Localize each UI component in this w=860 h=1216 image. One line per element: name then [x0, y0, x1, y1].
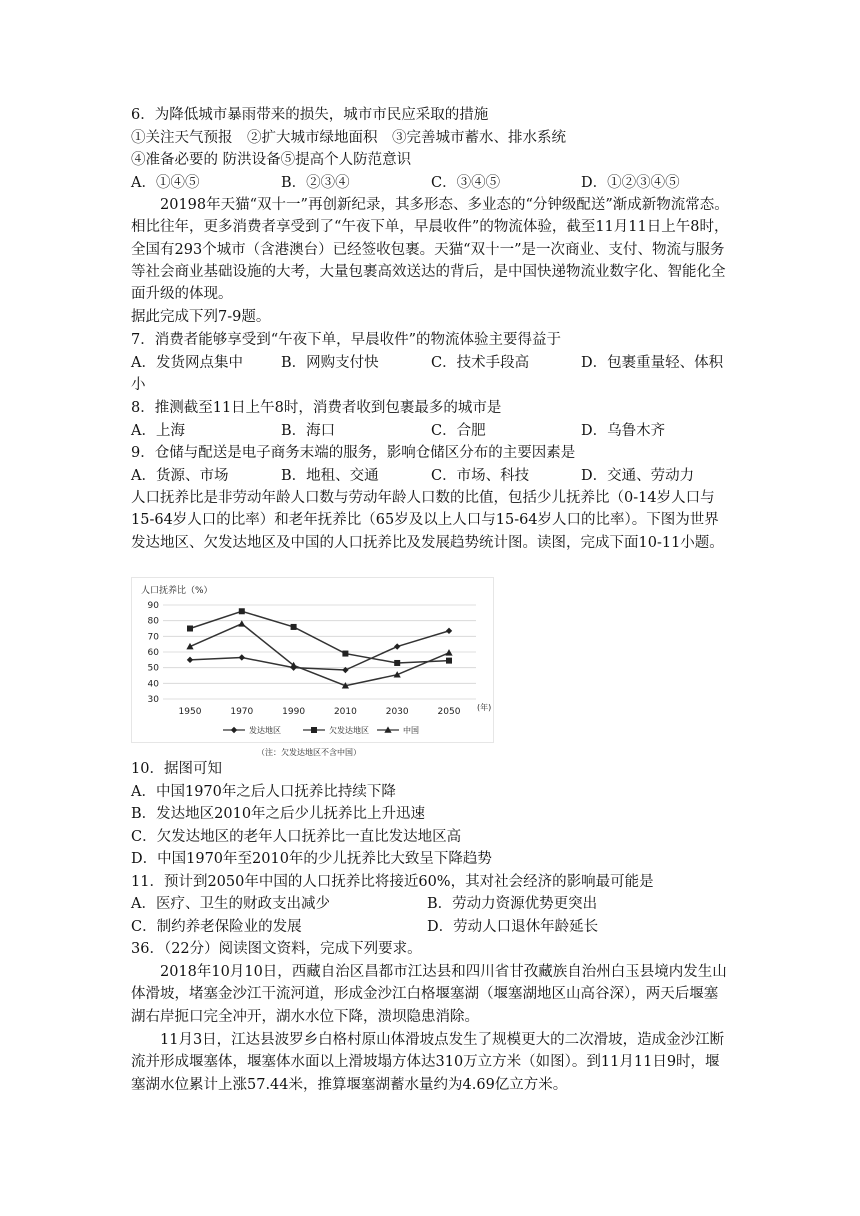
q8-option-c: C．合肥: [431, 423, 486, 439]
data-point-s1-2050: [446, 658, 452, 664]
y-tick-label-30: 30: [147, 695, 159, 705]
y-tick-label-70: 70: [147, 632, 159, 643]
q8-options: [131, 420, 731, 442]
x-tick-label-2010: 2010: [333, 707, 357, 717]
passage-tmall: 20198年天猫“双十一”再创新纪录，其多形态、多业态的“分钟级配送”渐成新物流常态。相比往年，更多消费者享受到了“午夜下单，早晨收件”的物流体验，截至11月11日上午8时，全国有293个城市（含港澳台）已经签收包裹。天猫“双十一”是一次商业、支付、物流与服务等社会商业基础设施的大考，大量包裹高效送达的背后，是中国快递物流业数字化、智能化全面升级的体现。: [131, 197, 729, 303]
x-tick-label-1970: 1970: [230, 707, 254, 717]
q10-option-d: D．中国1970年至2010年的少儿抚养比大致呈下降趋势: [131, 851, 492, 867]
q7-option-d: D．包裹重量轻、体积: [581, 355, 724, 371]
q11-option-d: D．劳动人口退休年龄延长: [427, 919, 599, 935]
data-point-s1-2030: [394, 660, 400, 666]
q11-option-b: B．劳动力资源优势更突出: [427, 896, 598, 912]
q7-stem: 7．消费者能够享受到“午夜下单，早晨收件”的物流体验主要得益于: [131, 332, 562, 348]
q10-option-a: A．中国1970年之后人口抚养比持续下降: [131, 784, 396, 800]
q36-stem: 36．（22分）阅读图文资料，完成下列要求。: [131, 941, 422, 957]
x-tick-label-1990: 1990: [282, 707, 306, 717]
q11-stem: 11．预计到2050年中国的人口抚养比将接近60%，其对社会经济的影响最可能是: [131, 874, 654, 890]
q7-option-b: B．网购支付快: [281, 355, 379, 371]
y-tick-label-80: 80: [147, 616, 159, 627]
q11-options-row-1: [131, 893, 731, 915]
q6-choice-line-1: ①关注天气预报 ②扩大城市绿地面积 ③完善城市蓄水、排水系统: [131, 130, 566, 146]
q7-option-c: C．技术手段高: [431, 355, 530, 371]
dependency-ratio-chart: [131, 577, 494, 761]
q11-option-a: A．医疗、卫生的财政支出减少: [131, 896, 330, 912]
q8-option-b: B．海口: [281, 423, 336, 439]
legend-marker-1: [311, 727, 317, 733]
legend-label-2: 中国: [403, 726, 419, 735]
q6-options: [131, 172, 731, 194]
q9-stem: 9．仓储与配送是电子商务末端的服务，影响仓储区分布的主要因素是: [131, 445, 576, 461]
y-tick-label-90: 90: [147, 601, 159, 611]
q6-option-b: B．②③④: [281, 175, 350, 191]
q6-stem: 6．为降低城市暴雨带来的损失，城市市民应采取的措施: [131, 107, 489, 123]
q10-stem: 10．据图可知: [131, 761, 222, 777]
q6-option-d: D．①②③④⑤: [581, 175, 680, 191]
legend-label-0: 发达地区: [249, 726, 281, 735]
q10-option-c: C．欠发达地区的老年人口抚养比一直比发达地区高: [131, 829, 462, 845]
q7-option-a: A．发货网点集中: [131, 355, 243, 371]
q8-option-d: D．乌鲁木齐: [581, 423, 666, 439]
chart-ylabel: 人口抚养比（%）: [141, 586, 213, 596]
passage-tmall-instruction: 据此完成下列7-9题。: [131, 309, 271, 325]
q9-options: [131, 465, 731, 487]
chart-xlabel: (年): [477, 703, 492, 712]
q8-option-a: A．上海: [131, 423, 185, 439]
q36-paragraph-1: 2018年10月10日，西藏自治区昌都市江达县和四川省甘孜藏族自治州白玉县境内发生山体滑坡，堵塞金沙江干流河道，形成金沙江白格堰塞湖（堰塞湖地区山高谷深），两天后堰塞湖右岸扼口完全冲开，湖水水位下降，溃坝隐患消除。: [131, 964, 727, 1025]
chart-frame: [132, 578, 494, 743]
chart-note: （注：欠发达地区不含中国）: [257, 748, 361, 757]
data-point-s1-2010: [342, 651, 348, 657]
x-tick-label-2050: 2050: [437, 707, 461, 717]
chart-svg: [131, 577, 494, 761]
q6-choice-line-2: ④准备必要的 防洪设备⑤提高个人防范意识: [131, 152, 412, 168]
legend-label-1: 欠发达地区: [329, 726, 369, 735]
q7-option-d-overflow: 小: [131, 377, 146, 393]
q7-options: [131, 352, 731, 374]
q9-option-a: A．货源、市场: [131, 468, 229, 484]
q36-paragraph-2: 11月3日，江达县波罗乡白格村原山体滑坡点发生了规模更大的二次滑坡，造成金沙江断流并形成堰塞体，堰塞体水面以上滑坡塌方体达310万立方米（如图）。到11月11日9时，堰塞湖水位累计上涨57.44米，推算堰塞湖蓄水量约为4.69亿立方米。: [131, 1032, 725, 1093]
q9-option-b: B．地租、交通: [281, 468, 379, 484]
y-tick-label-60: 60: [147, 648, 159, 658]
y-tick-label-50: 50: [147, 663, 159, 674]
q6-option-a: A．①④⑤: [131, 175, 200, 191]
x-tick-label-1950: 1950: [178, 707, 202, 717]
x-tick-label-2030: 2030: [385, 707, 409, 717]
y-tick-label-40: 40: [147, 679, 159, 690]
q11-option-c: C．制约养老保险业的发展: [131, 919, 302, 935]
q6-option-c: C．③④⑤: [431, 175, 501, 191]
data-point-s1-1990: [291, 624, 297, 630]
passage-dependency-ratio: 人口抚养比是非劳动年龄人口数与劳动年龄人口数的比值，包括少儿抚养比（0-14岁人口与15-64岁人口的比率）和老年抚养比（65岁及以上人口与15-64岁人口的比率）。下图为世界发达地区、欠发达地区及中国的人口抚养比及发展趋势统计图。读图，完成下面10-11小题。: [131, 490, 724, 551]
q11-options-row-2: [131, 916, 731, 938]
q10-option-b: B．发达地区2010年之后少儿抚养比上升迅速: [131, 806, 426, 822]
q8-stem: 8．推测截至11日上午8时，消费者收到包裹最多的城市是: [131, 400, 502, 416]
data-point-s1-1950: [187, 626, 193, 632]
data-point-s1-1970: [239, 608, 245, 614]
q9-option-d: D．交通、劳动力: [581, 468, 695, 484]
q9-option-c: C．市场、科技: [431, 468, 530, 484]
